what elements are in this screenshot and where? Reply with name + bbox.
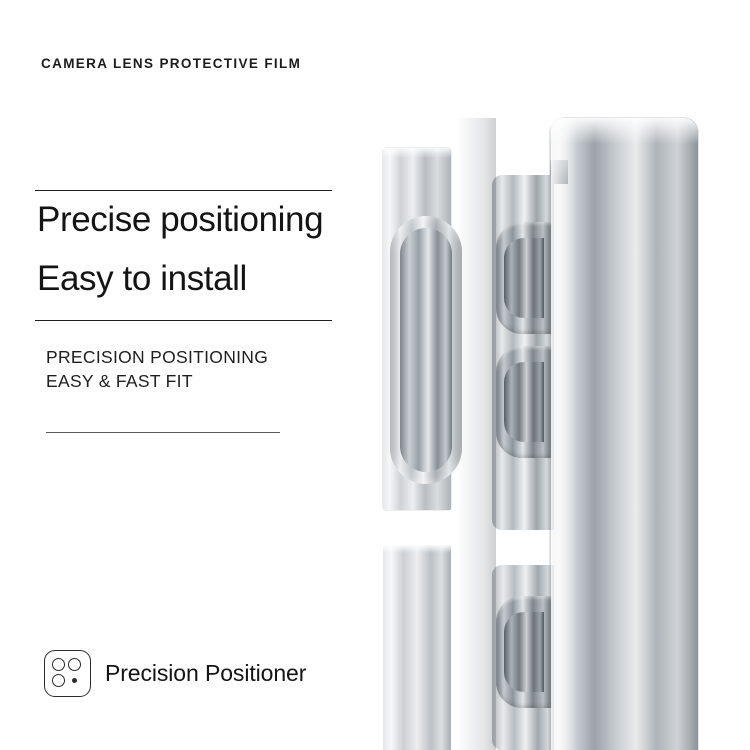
lens-circle-icon	[52, 674, 65, 687]
lens-circle-icon	[52, 658, 65, 671]
subheading-line-1: PRECISION POSITIONING	[46, 347, 269, 367]
badge-label: Precision Positioner	[105, 660, 307, 686]
flash-dot-icon	[72, 678, 77, 683]
lens-circle-icon	[68, 658, 81, 671]
film-ring-inner	[400, 228, 452, 472]
subheading-line-2: EASY & FAST FIT	[46, 371, 193, 391]
eyebrow-text: CAMERA LENS PROTECTIVE FILM	[41, 56, 302, 71]
lens-core-1	[504, 238, 544, 318]
phone-body	[550, 118, 698, 750]
headline-primary: Precise positioning	[37, 200, 324, 239]
protective-film-plate-lower	[383, 545, 451, 750]
headline-secondary: Easy to install	[37, 259, 247, 298]
precision-positioner-badge	[44, 650, 306, 697]
lens-core-3	[504, 612, 544, 692]
divider-top	[35, 190, 332, 191]
contact-shadow	[456, 118, 496, 750]
product-image	[370, 0, 750, 750]
divider-bottom	[46, 432, 280, 433]
camera-lens-grid-icon	[44, 650, 91, 697]
divider-middle	[35, 320, 332, 321]
lens-core-2	[504, 362, 544, 442]
